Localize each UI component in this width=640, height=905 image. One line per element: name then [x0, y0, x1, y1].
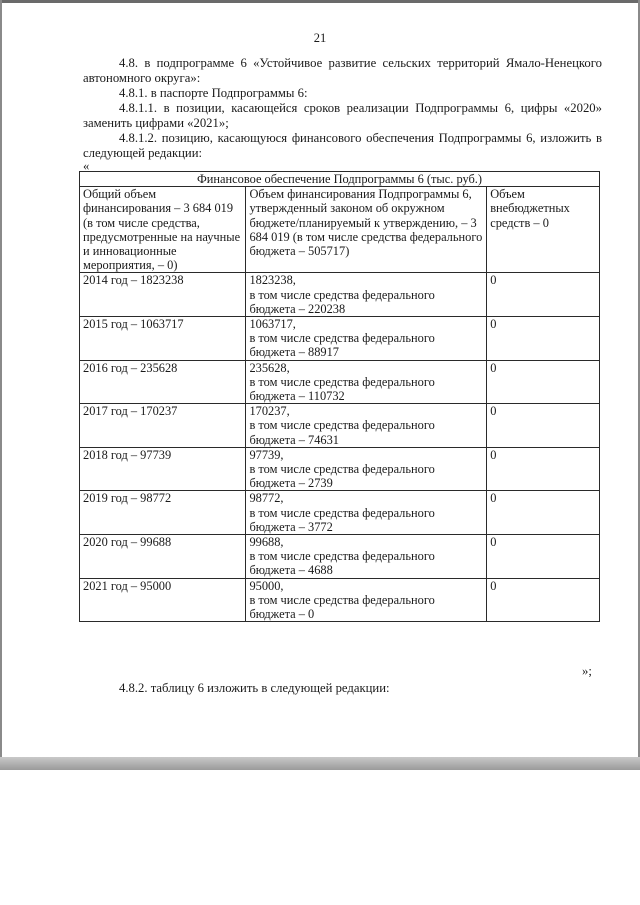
financing-table [79, 171, 600, 622]
year-cell: 2018 год – 97739 [80, 447, 246, 491]
paragraph-4-8-1: 4.8.1. в паспорте Подпрограммы 6: [119, 86, 308, 100]
extra-cell: 0 [487, 535, 600, 579]
scan-bottom-band [0, 757, 640, 770]
header-total-financing: Общий объем финансирования – 3 684 019 (в том числе средства, предусмотренные на научные и инновационные мероприятия, – 0) [80, 187, 246, 273]
extra-cell: 0 [487, 360, 600, 404]
quote-close: »; [582, 664, 592, 678]
amount-cell: 1823238, в том числе средства федерального бюджета – 220238 [246, 273, 487, 317]
table-row [80, 360, 600, 404]
extra-cell: 0 [487, 317, 600, 361]
header-extrabudgetary: Объем внебюджетных средств – 0 [487, 187, 600, 273]
table-row [80, 317, 600, 361]
year-cell: 2014 год – 1823238 [80, 273, 246, 317]
table-caption: Финансовое обеспечение Подпрограммы 6 (тыс. руб.) [80, 172, 600, 187]
scan-edge-left [0, 0, 2, 770]
table-row [80, 491, 600, 535]
paragraph-4-8-1-2: 4.8.1.2. позицию, касающуюся финансового обеспечения Подпрограммы 6, изложить в следующей редакции: [83, 131, 602, 160]
table-row [80, 578, 600, 622]
table-row [80, 404, 600, 448]
year-cell: 2020 год – 99688 [80, 535, 246, 579]
year-cell: 2016 год – 235628 [80, 360, 246, 404]
table-row [80, 447, 600, 491]
year-cell: 2019 год – 98772 [80, 491, 246, 535]
scan-edge-top [0, 0, 640, 3]
table-row [80, 273, 600, 317]
extra-cell: 0 [487, 404, 600, 448]
amount-cell: 1063717, в том числе средства федерального бюджета – 88917 [246, 317, 487, 361]
amount-cell: 98772, в том числе средства федерального бюджета – 3772 [246, 491, 487, 535]
year-cell: 2017 год – 170237 [80, 404, 246, 448]
table-row [80, 535, 600, 579]
extra-cell: 0 [487, 578, 600, 622]
extra-cell: 0 [487, 491, 600, 535]
extra-cell: 0 [487, 447, 600, 491]
quote-open: « [83, 159, 90, 173]
year-cell: 2021 год – 95000 [80, 578, 246, 622]
paragraph-4-8-1-1: 4.8.1.1. в позиции, касающейся сроков реализации Подпрограммы 6, цифры «2020» заменить цифрами «2021»; [83, 101, 602, 130]
paragraph-4-8-block [83, 56, 602, 161]
amount-cell: 170237, в том числе средства федерального бюджета – 74631 [246, 404, 487, 448]
amount-cell: 95000, в том числе средства федерального бюджета – 0 [246, 578, 487, 622]
year-cell: 2015 год – 1063717 [80, 317, 246, 361]
paragraph-4-8-2: 4.8.2. таблицу 6 изложить в следующей редакции: [119, 681, 390, 695]
paragraph-4-8: 4.8. в подпрограмме 6 «Устойчивое развитие сельских территорий Ямало-Ненецкого автономного округа»: [83, 56, 602, 85]
extra-cell: 0 [487, 273, 600, 317]
amount-cell: 99688, в том числе средства федерального бюджета – 4688 [246, 535, 487, 579]
amount-cell: 97739, в том числе средства федерального бюджета – 2739 [246, 447, 487, 491]
amount-cell: 235628, в том числе средства федерального бюджета – 110732 [246, 360, 487, 404]
header-subprogram-financing: Объем финансирования Подпрограммы 6, утвержденный законом об окружном бюджете/планируемый к утверждению, – 3 684 019 (в том числе средства федерального бюджета – 505717) [246, 187, 487, 273]
page-number: 21 [313, 31, 327, 45]
